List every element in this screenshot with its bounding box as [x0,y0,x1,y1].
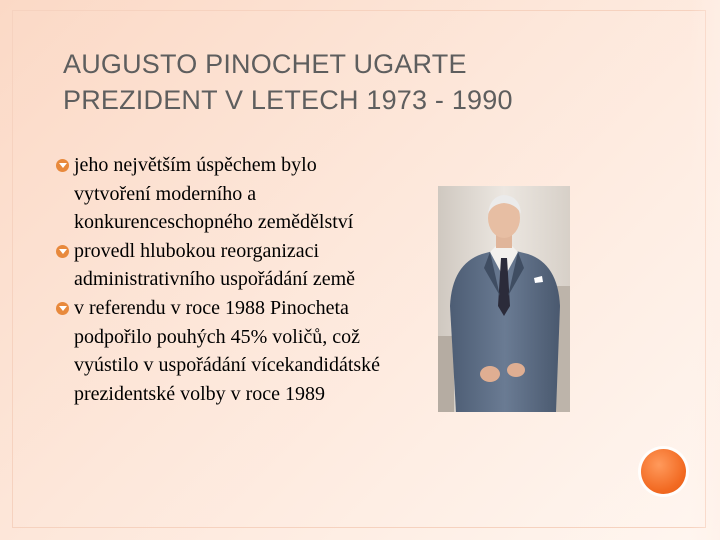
bullet-item [58,294,388,408]
bullet-text: jeho největším úspěchem bylo vytvoření moderního a konkurenceschopného zemědělství [74,154,354,234]
bullet-text: provedl hlubokou reorganizaci administrativního uspořádání země [74,239,356,291]
bullet-list [58,151,388,408]
bullet-item [58,237,388,294]
decorative-orange-circle [641,449,686,494]
slide-title [63,46,663,118]
title-line-2: PREZIDENT V LETECH 1973 - 1990 [63,85,513,115]
bullet-arrow-icon [56,302,69,315]
bullet-item [58,151,388,237]
bullet-arrow-icon [56,159,69,172]
title-line-1: AUGUSTO PINOCHET UGARTE [63,49,467,79]
bullet-text: v referendu v roce 1988 Pinocheta podpořilo pouhých 45% voličů, což vyústilo v uspořádání vícekandidátské prezidentské volby v roce 1989 [74,296,381,405]
portrait-photo [438,186,570,412]
bullet-arrow-icon [56,245,69,258]
slide-edge-shade [690,0,720,540]
